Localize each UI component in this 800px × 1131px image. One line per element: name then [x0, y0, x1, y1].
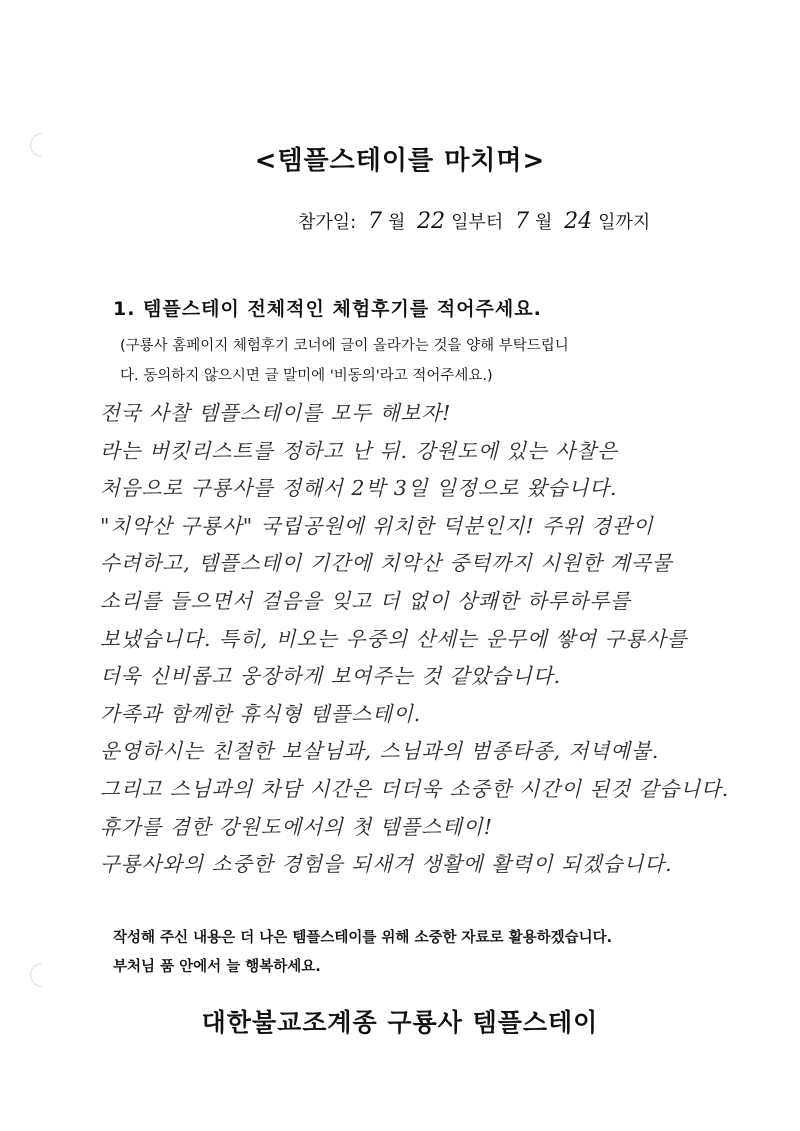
review-line: 가족과 함께한 휴식형 템플스테이.: [100, 701, 422, 726]
end-month-value: 7: [515, 209, 529, 234]
review-line: 소리를 들으면서 걸음을 잊고 더 없이 상쾌한 하루하루를: [100, 588, 632, 613]
dates-label: 참가일:: [298, 212, 357, 233]
review-line: 라는 버킷리스트를 정하고 난 뒤. 강원도에 있는 사찰은: [100, 438, 618, 463]
from-text: 일부터: [451, 212, 504, 233]
review-line: 전국 사찰 템플스테이를 모두 해보자!: [100, 401, 452, 425]
review-line: "치악산 구룡사" 국립공원에 위치한 덕분인지! 주위 경관이: [100, 513, 654, 538]
review-line: 휴가를 겸한 강원도에서의 첫 템플스테이!: [100, 814, 493, 839]
month-unit: 월: [387, 212, 406, 233]
start-month-value: 7: [367, 209, 382, 234]
footer-thanks: 작성해 주신 내용은 더 나은 템플스테이를 위해 소중한 자료로 활용하겠습니다.: [113, 930, 613, 946]
review-line: 그리고 스님과의 차담 시간은 더더욱 소중한 시간이 된것 같습니다.: [100, 776, 730, 801]
punch-hole-bottom: [25, 958, 59, 992]
handwritten-review: [100, 395, 780, 884]
start-day-value: 22: [417, 209, 446, 234]
participation-dates: [298, 208, 650, 234]
footer-blessing: 부처님 품 안에서 늘 행복하세요.: [113, 959, 321, 975]
review-line: 처음으로 구룡사를 정해서 2박 3일 일정으로 왔습니다.: [100, 476, 618, 501]
month-unit: 월: [535, 212, 553, 233]
consent-note: 다. 동의하지 않으시면 글 말미에 '비동의'라고 적어주세요.): [120, 368, 493, 384]
organization-name: 대한불교조계종 구룡사 템플스테이: [201, 1008, 599, 1037]
review-line: 수려하고, 템플스테이 기간에 치악산 중턱까지 시원한 계곡물: [100, 551, 673, 576]
to-text: 일까지: [598, 212, 651, 233]
consent-note: (구룡사 홈페이지 체험후기 코너에 글이 올라가는 것을 양해 부탁드립니: [120, 338, 569, 354]
end-day-value: 24: [564, 209, 593, 234]
review-line: 더욱 신비롭고 웅장하게 보여주는 것 같았습니다.: [100, 664, 562, 689]
review-line: 운영하시는 친절한 보살님과, 스님과의 범종타종, 저녁예불.: [100, 739, 660, 764]
page-title: <템플스테이를 마치며>: [254, 146, 546, 176]
question-heading: 1. 템플스테이 전체적인 체험후기를 적어주세요.: [113, 298, 542, 320]
review-line: 보냈습니다. 특히, 비오는 우중의 산세는 운무에 쌓여 구룡사를: [100, 626, 688, 651]
review-line: 구룡사와의 소중한 경험을 되새겨 생활에 활력이 되겠습니다.: [100, 852, 673, 877]
